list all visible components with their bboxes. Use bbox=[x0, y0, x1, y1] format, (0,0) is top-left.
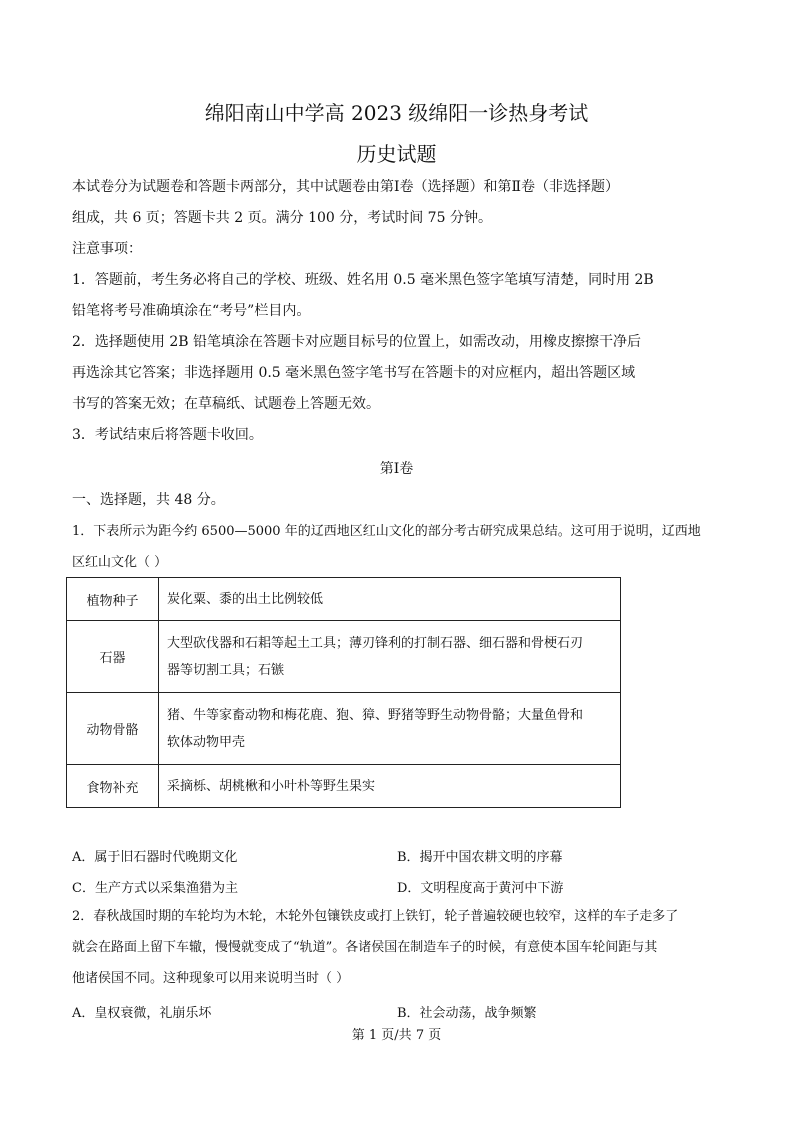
table-row bbox=[67, 693, 621, 765]
intro-line: 组成，共 6 页；答题卡共 2 页。满分 100 分，考试时间 75 分钟。 bbox=[72, 210, 492, 226]
table-cell-content bbox=[159, 578, 621, 621]
page-number: 第 1 页/共 7 页 bbox=[351, 1028, 442, 1043]
note-3-line: 3．考试结束后将答题卡收回。 bbox=[72, 427, 263, 443]
part1-label: 一、选择题，共 48 分。 bbox=[72, 492, 225, 508]
note-2-line: 再选涂其它答案；非选择题用 0.5 毫米黑色签字笔书写在答题卡的对应框内，超出答题区域 bbox=[72, 365, 636, 381]
table-cell-content bbox=[159, 693, 621, 765]
notes-heading: 注意事项： bbox=[72, 241, 142, 257]
note-2-line: 2．选择题使用 2B 铅笔填涂在答题卡对应题目标号的位置上，如需改动，用橡皮擦擦干净后 bbox=[72, 334, 642, 350]
question-1-stem bbox=[72, 516, 722, 578]
question-2-line: 2．春秋战国时期的车轮均为木轮，木轮外包镶铁皮或打上铁钉，轮子普遍较硬也较窄，这样的车子走多了 bbox=[72, 909, 679, 924]
table-cell-line: 炭化粟、黍的出土比例较低 bbox=[167, 591, 324, 607]
question-2-stem bbox=[72, 901, 722, 994]
table-row bbox=[67, 621, 621, 693]
question-1-option-a: A．属于旧石器时代晚期文化 bbox=[72, 850, 238, 865]
intro-paragraph bbox=[72, 172, 722, 451]
intro-line: 本试卷分为试题卷和答题卡两部分，其中试题卷由第Ⅰ卷（选择题）和第Ⅱ卷（非选择题） bbox=[72, 179, 620, 195]
table-cell-line: 大型砍伐器和石耜等起土工具；薄刃锋利的打制石器、细石器和骨梗石刃 bbox=[167, 635, 584, 651]
table-row bbox=[67, 765, 621, 808]
table-cell-label: 植物种子 bbox=[67, 578, 159, 621]
note-1-line: 1．答题前，考生务必将自己的学校、班级、姓名用 0.5 毫米黑色签字笔填写清楚，同时用 2B bbox=[72, 272, 654, 288]
table-cell-label: 食物补充 bbox=[67, 765, 159, 808]
table-cell-line: 采摘栎、胡桃楸和小叶朴等野生果实 bbox=[167, 778, 376, 794]
table-cell-label: 动物骨骼 bbox=[67, 693, 159, 765]
note-2-line: 书写的答案无效；在草稿纸、试题卷上答题无效。 bbox=[72, 396, 380, 412]
question-2-line: 他诸侯国不同。这种现象可以用来说明当时（ ） bbox=[72, 971, 350, 986]
note-1-line: 铅笔将考号准确填涂在“考号”栏目内。 bbox=[72, 303, 311, 319]
table-cell-content bbox=[159, 621, 621, 693]
part-heading bbox=[72, 485, 722, 516]
table-cell-line: 软体动物甲壳 bbox=[167, 734, 246, 750]
question-2-option-a: A．皇权衰微，礼崩乐坏 bbox=[72, 1006, 212, 1021]
question-1-option-d: D．文明程度高于黄河中下游 bbox=[397, 881, 564, 896]
question-1-line: 区红山文化（ ） bbox=[72, 555, 168, 570]
table-cell-line: 器等切割工具；石镞 bbox=[167, 662, 285, 678]
question-1-line: 1．下表所示为距今约 6500—5000 年的辽西地区红山文化的部分考古研究成果总结。这可用于说明，辽西地 bbox=[72, 524, 701, 539]
question-1-option-b: B．揭开中国农耕文明的序幕 bbox=[397, 850, 563, 865]
question-2-line: 就会在路面上留下车辙，慢慢就变成了“轨道”。各诸侯国在制造车子的时候，有意使本国车轮间距与其 bbox=[72, 940, 658, 955]
subject-title: 历史试题 bbox=[356, 142, 437, 166]
table-row bbox=[67, 578, 621, 621]
table-cell-line: 猪、牛等家畜动物和梅花鹿、狍、獐、野猪等野生动物骨骼；大量鱼骨和 bbox=[167, 707, 584, 723]
exam-title: 绵阳南山中学高 2023 级绵阳一诊热身考试 bbox=[204, 101, 589, 125]
table-cell-content bbox=[159, 765, 621, 808]
table-cell-label: 石器 bbox=[67, 621, 159, 693]
volume-heading: 第Ⅰ卷 bbox=[379, 461, 414, 477]
question-2-option-b: B．社会动荡，战争频繁 bbox=[397, 1006, 537, 1021]
question-1-option-c: C．生产方式以采集渔猎为主 bbox=[72, 881, 238, 896]
archaeology-table bbox=[66, 577, 621, 808]
